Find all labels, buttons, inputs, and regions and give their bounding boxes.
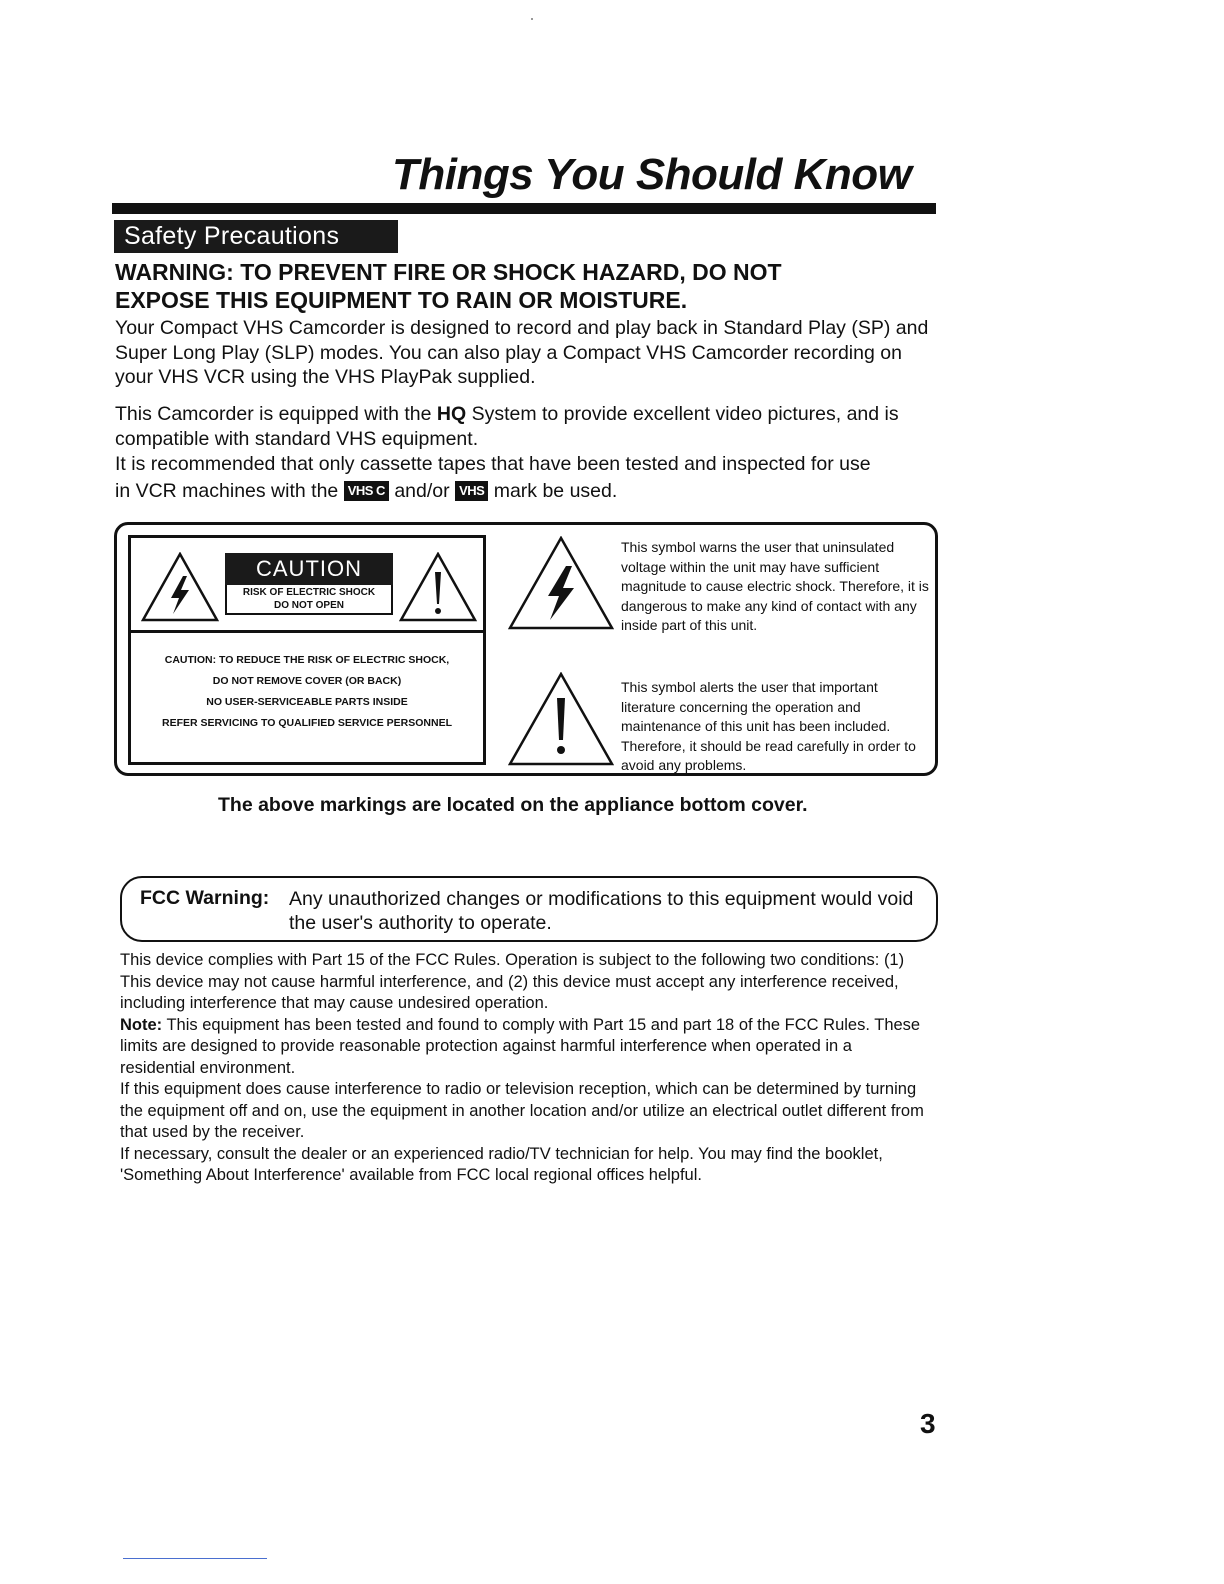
markings-caption: The above markings are located on the appliance bottom cover. (218, 794, 808, 816)
fcc-interference: If this equipment does cause interference to radio or television reception, which can be determined by turning the equipment off and on, use the equipment in another location and/or utilize an electrical outlet different from that used by the receiver. (120, 1080, 924, 1141)
exclamation-warning-icon (399, 552, 477, 622)
fcc-warning-label: FCC Warning: (140, 887, 270, 909)
mark-text-middle: and/or (388, 480, 456, 502)
exclamation-symbol-text: This symbol alerts the user that important literature concerning the operation and maintenance of this unit has been included. Therefore, it should be read carefully in order to avoid any problems. (621, 679, 916, 773)
mark-text-before: in VCR machines with the (115, 480, 344, 502)
vhs-logo: VHS (455, 481, 488, 501)
vhsc-logo: VHS C (344, 481, 389, 501)
lightning-warning-icon (141, 552, 219, 622)
caution-label (128, 535, 486, 765)
exclamation-symbol-icon (508, 672, 614, 768)
caution-center (225, 553, 393, 615)
warning-heading (115, 258, 915, 314)
fcc-body (120, 950, 930, 1187)
fcc-note-label: Note: (120, 1015, 163, 1034)
caution-line: NO USER-SERVICEABLE PARTS INSIDE (206, 696, 408, 708)
risk-of-shock: RISK OF ELECTRIC SHOCK (242, 587, 376, 598)
caution-sub (225, 585, 393, 615)
caution-line: CAUTION: TO REDUCE THE RISK OF ELECTRIC SHOCK, (164, 654, 450, 666)
warning-line-1: WARNING: TO PREVENT FIRE OR SHOCK HAZARD, DO NOT (115, 259, 782, 285)
page-number: 3 (920, 1408, 936, 1439)
warning-line-2: EXPOSE THIS EQUIPMENT TO RAIN OR MOISTURE. (115, 287, 688, 313)
mark-paragraph (115, 479, 935, 504)
caution-label-top (131, 538, 483, 633)
fcc-compliance: This device complies with Part 15 of the FCC Rules. Operation is subject to the following two conditions: (1) This device may not cause harmful interference, and (2) this device must accept any interference received, including interference that may cause undesired operation. (120, 951, 905, 1012)
caution-line: DO NOT REMOVE COVER (OR BACK) (212, 675, 402, 687)
fcc-note-text: This equipment has been tested and found to comply with Part 15 and part 18 of the FCC Rules. These limits are designed to provide reasonable protection against harmful interference when operated in a residential environment. (120, 1015, 921, 1077)
intro-paragraph: Your Compact VHS Camcorder is designed to record and play back in Standard Play (SP) and Super Long Play (SLP) modes. You can also play a Compact VHS Camcorder recording on your VHS VCR using the VHS PlayPak supplied. (115, 317, 929, 388)
title-rule (112, 203, 936, 214)
hq-text-after: System to provide excellent video pictures, and is compatible with standard VHS equipment. (115, 403, 899, 450)
fcc-consult: If necessary, consult the dealer or an experienced radio/TV technician for help. You may find the booklet, 'Something About Interference' available from FCC local regional offices helpful. (120, 1144, 883, 1184)
fcc-warning-text: Any unauthorized changes or modifications to this equipment would void the user's authority to operate. (289, 888, 914, 934)
scan-mark (531, 18, 533, 20)
hq-bold: HQ (436, 403, 467, 425)
footer-rule (123, 1558, 267, 1559)
caution-instructions (131, 650, 483, 734)
mark-text-after: mark be used. (488, 480, 618, 502)
section-heading: Safety Precautions (114, 220, 398, 253)
caution-word: CAUTION (225, 553, 393, 585)
recommend-line: It is recommended that only cassette tapes that have been tested and inspected for use (115, 453, 871, 475)
hq-text-before: This Camcorder is equipped with the (115, 403, 437, 425)
lightning-symbol-icon (508, 536, 614, 632)
do-not-open: DO NOT OPEN (273, 600, 344, 611)
hq-paragraph (115, 402, 935, 477)
caution-line: REFER SERVICING TO QUALIFIED SERVICE PERSONNEL (162, 717, 452, 729)
page-title: Things You Should Know (392, 150, 912, 199)
lightning-symbol-text: This symbol warns the user that uninsulated voltage within the unit may have sufficient magnitude to cause electric shock. Therefore, it is dangerous to make any kind of contact with any inside part of this unit. (621, 539, 929, 633)
